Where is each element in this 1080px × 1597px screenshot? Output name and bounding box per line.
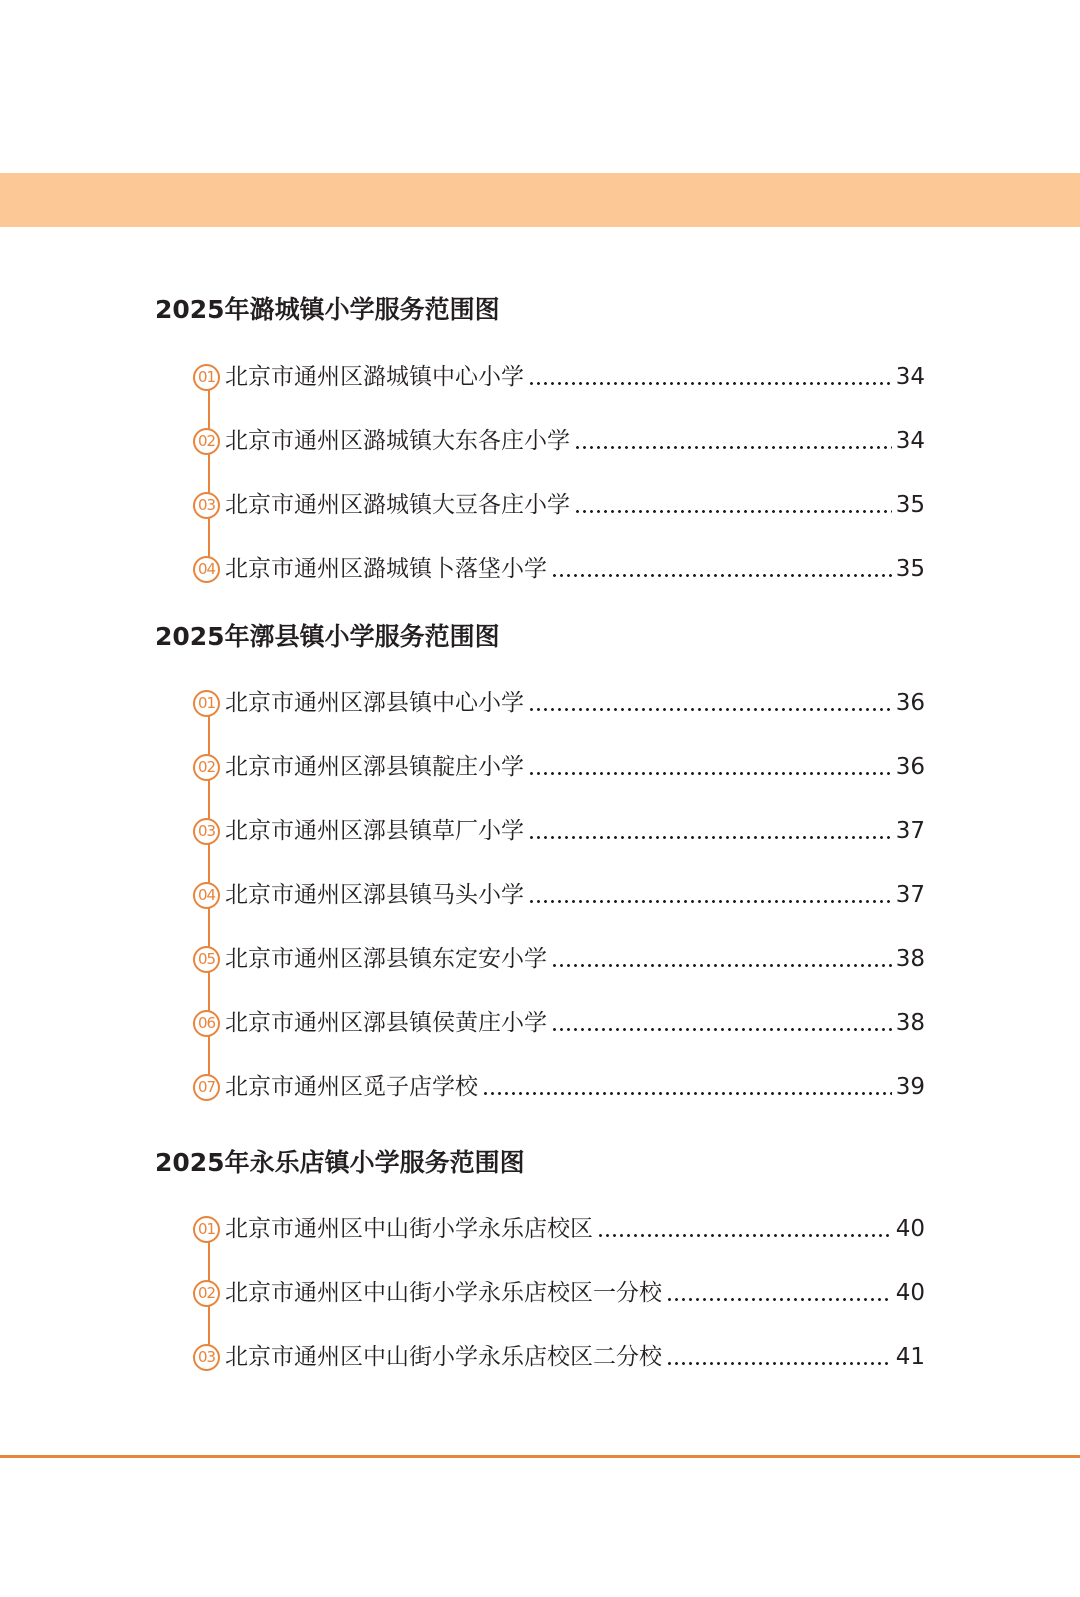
entry-title: 北京市通州区漷县镇草厂小学 [225,818,524,844]
number-badge: 05 [193,946,220,973]
dot-leader [528,900,892,903]
entry-title: 北京市通州区漷县镇中心小学 [225,690,524,716]
entry-title: 北京市通州区中山街小学永乐店校区二分校 [225,1344,662,1370]
page-number: 37 [895,818,925,844]
toc-entry[interactable] [193,552,925,586]
section-title: 2025年漷县镇小学服务范围图 [155,622,500,651]
entry-title: 北京市通州区潞城镇中心小学 [225,364,524,390]
entry-title: 北京市通州区漷县镇东定安小学 [225,946,547,972]
number-badge: 03 [193,492,220,519]
toc-entry[interactable] [193,686,925,720]
dot-leader [528,382,892,385]
toc-entry[interactable] [193,1340,925,1374]
number-badge: 02 [193,1280,220,1307]
page-number: 40 [895,1216,925,1242]
dot-leader [666,1362,892,1365]
toc-entry[interactable] [193,1212,925,1246]
toc-entry[interactable] [193,1006,925,1040]
toc-entry[interactable] [193,814,925,848]
entry-title: 北京市通州区漷县镇马头小学 [225,882,524,908]
section-title: 2025年潞城镇小学服务范围图 [155,295,500,324]
toc-entry[interactable] [193,1070,925,1104]
timeline-connector [208,374,210,566]
entry-title: 北京市通州区漷县镇靛庄小学 [225,754,524,780]
entry-title: 北京市通州区漷县镇侯黄庄小学 [225,1010,547,1036]
number-badge: 07 [193,1074,220,1101]
number-badge: 03 [193,818,220,845]
number-badge: 01 [193,364,220,391]
entry-title: 北京市通州区中山街小学永乐店校区一分校 [225,1280,662,1306]
entry-title: 北京市通州区潞城镇卜落垡小学 [225,556,547,582]
page-number: 35 [895,556,925,582]
toc-entry[interactable] [193,360,925,394]
dot-leader [551,964,892,967]
toc-entry[interactable] [193,1276,925,1310]
section-title: 2025年永乐店镇小学服务范围图 [155,1148,525,1177]
page-number: 40 [895,1280,925,1306]
entry-title: 北京市通州区觅子店学校 [225,1074,478,1100]
page-number: 36 [895,690,925,716]
number-badge: 02 [193,428,220,455]
dot-leader [574,510,892,513]
dot-leader [528,708,892,711]
dot-leader [528,772,892,775]
page-number: 38 [895,946,925,972]
entry-title: 北京市通州区中山街小学永乐店校区 [225,1216,593,1242]
dot-leader [597,1234,892,1237]
toc-entry[interactable] [193,424,925,458]
entry-title: 北京市通州区潞城镇大东各庄小学 [225,428,570,454]
number-badge: 04 [193,882,220,909]
dot-leader [574,446,892,449]
page-number: 37 [895,882,925,908]
dot-leader [551,1028,892,1031]
page-number: 34 [895,364,925,390]
number-badge: 01 [193,690,220,717]
page-number: 39 [895,1074,925,1100]
page-number: 38 [895,1010,925,1036]
dot-leader [528,836,892,839]
footer-rule [0,1455,1080,1458]
number-badge: 04 [193,556,220,583]
page-number: 34 [895,428,925,454]
entry-title: 北京市通州区潞城镇大豆各庄小学 [225,492,570,518]
header-band [0,173,1080,227]
page-number: 35 [895,492,925,518]
dot-leader [482,1092,892,1095]
toc-entry[interactable] [193,488,925,522]
toc-entry[interactable] [193,942,925,976]
number-badge: 03 [193,1344,220,1371]
dot-leader [666,1298,892,1301]
dot-leader [551,574,892,577]
page-number: 36 [895,754,925,780]
number-badge: 02 [193,754,220,781]
toc-entry[interactable] [193,750,925,784]
page-number: 41 [895,1344,925,1370]
number-badge: 06 [193,1010,220,1037]
toc-entry[interactable] [193,878,925,912]
number-badge: 01 [193,1216,220,1243]
